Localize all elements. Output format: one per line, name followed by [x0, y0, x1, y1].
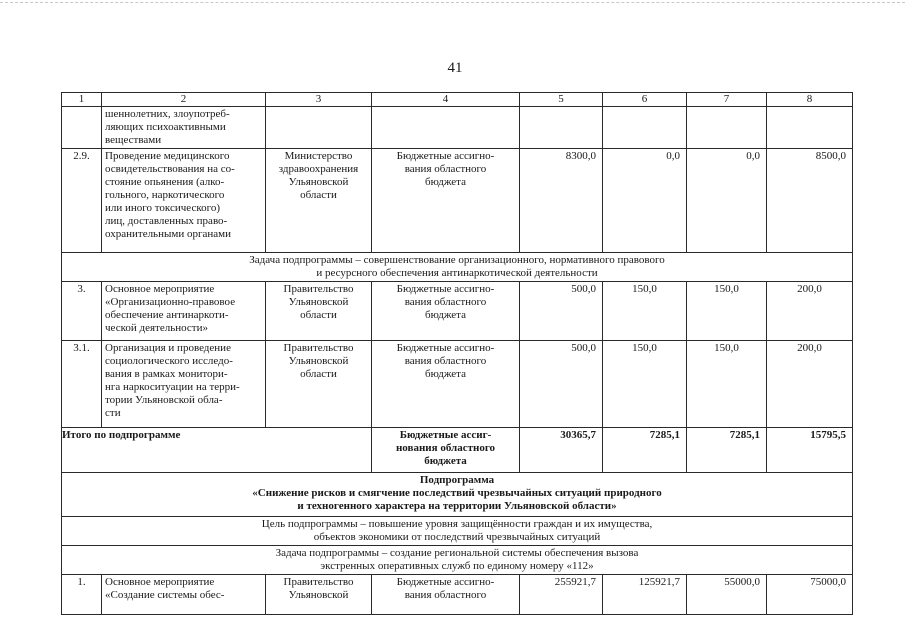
value-cell-7: 0,0 — [687, 149, 767, 253]
value-cell-5: 255921,7 — [520, 575, 603, 615]
number-cell: 3.1. — [62, 341, 102, 428]
header-cell: 7 — [687, 93, 767, 107]
description-cell: Основное мероприятие «Создание системы обес- — [102, 575, 266, 615]
source-cell: Бюджетные ассигно- вания областного — [372, 575, 520, 615]
table-row-2-9 — [62, 149, 853, 253]
table-row-3-1 — [62, 341, 853, 428]
value-cell-6: 150,0 — [603, 341, 687, 428]
header-cell: 4 — [372, 93, 520, 107]
value-cell-6: 125921,7 — [603, 575, 687, 615]
description-cell: Организация и проведение социологического исследо- вания в рамках монитори- нга наркоситуации на терри- тории Ульяновской обла- сти — [102, 341, 266, 428]
header-cell: 1 — [62, 93, 102, 107]
table-row-3 — [62, 282, 853, 341]
value-cell-5: 500,0 — [520, 282, 603, 341]
total-value-5: 30365,7 — [520, 428, 603, 473]
source-cell: Бюджетные ассигно- вания областного бюджета — [372, 282, 520, 341]
value-cell-8: 8500,0 — [767, 149, 853, 253]
subprogram-heading: Подпрограмма «Снижение рисков и смягчение последствий чрезвычайных ситуаций природного и техногенного характера на территории Ульяновской области» — [62, 473, 853, 517]
executor-cell: Министерство здравоохранения Ульяновской области — [266, 149, 372, 253]
description-cell: Проведение медицинского освидетельствования на со- стояние опьянения (алко- гольного, наркотического или иного токсического) лиц, доставленных право- охранительными органами — [102, 149, 266, 253]
value-cell-5: 8300,0 — [520, 149, 603, 253]
header-cell: 3 — [266, 93, 372, 107]
value-cell-8: 200,0 — [767, 341, 853, 428]
total-value-7: 7285,1 — [687, 428, 767, 473]
value-cell-8: 75000,0 — [767, 575, 853, 615]
task-heading: Задача подпрограммы – совершенствование организационного, нормативного правового и ресурсного обеспечения антинаркотической деятельности — [62, 253, 853, 282]
page-number: 41 — [447, 60, 463, 76]
value-cell-7: 55000,0 — [687, 575, 767, 615]
value-cell-7: 150,0 — [687, 282, 767, 341]
task-heading: Задача подпрограммы – создание региональной системы обеспечения вызова экстренных оперативных служб по единому номеру «112» — [62, 546, 853, 575]
goal-row — [62, 517, 853, 546]
source-cell: Бюджетные ассигно- вания областного бюджета — [372, 149, 520, 253]
description-cell: шеннолетних, злоупотреб- ляющих психоактивными веществами — [102, 107, 266, 149]
page-top-edge — [0, 2, 905, 3]
table-row-1 — [62, 575, 853, 615]
total-value-6: 7285,1 — [603, 428, 687, 473]
header-cell: 6 — [603, 93, 687, 107]
value-cell-6: 150,0 — [603, 282, 687, 341]
header-cell: 2 — [102, 93, 266, 107]
goal-heading: Цель подпрограммы – повышение уровня защищённости граждан и их имущества, объектов экономики от последствий чрезвычайных ситуаций — [62, 517, 853, 546]
program-table — [61, 92, 853, 615]
source-cell: Бюджетные ассигно- вания областного бюджета — [372, 341, 520, 428]
total-source-cell: Бюджетные ассиг- нования областного бюджета — [372, 428, 520, 473]
total-value-8: 15795,5 — [767, 428, 853, 473]
task-row — [62, 253, 853, 282]
description-cell: Основное мероприятие «Организационно-правовое обеспечение антинаркоти- ческой деятельности» — [102, 282, 266, 341]
header-row — [62, 93, 853, 107]
executor-cell: Правительство Ульяновской области — [266, 341, 372, 428]
executor-cell: Правительство Ульяновской — [266, 575, 372, 615]
number-cell — [62, 107, 102, 149]
header-cell: 5 — [520, 93, 603, 107]
number-cell: 3. — [62, 282, 102, 341]
value-cell-7: 150,0 — [687, 341, 767, 428]
number-cell: 2.9. — [62, 149, 102, 253]
executor-cell: Правительство Ульяновской области — [266, 282, 372, 341]
task-row — [62, 546, 853, 575]
number-cell: 1. — [62, 575, 102, 615]
subprogram-row — [62, 473, 853, 517]
page-cut-edge — [0, 625, 905, 640]
table-row-continued — [62, 107, 853, 149]
value-cell-5: 500,0 — [520, 341, 603, 428]
header-cell: 8 — [767, 93, 853, 107]
total-row — [62, 428, 853, 473]
value-cell-8: 200,0 — [767, 282, 853, 341]
value-cell-6: 0,0 — [603, 149, 687, 253]
total-label: Итого по подпрограмме — [62, 428, 372, 473]
